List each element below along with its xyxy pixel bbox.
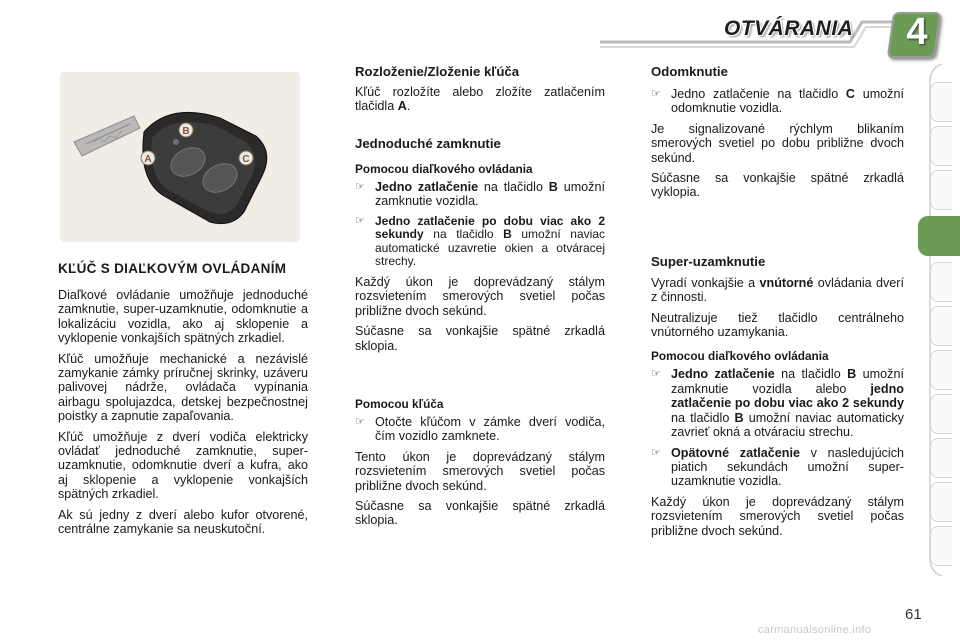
- bullet-lock-1: ☞ Jedno zatlačenie na tlačidlo B umožní zamknutie vozidla.: [355, 179, 605, 209]
- bullet-key-lock: ☞ Otočte kľúčom v zámke dverí vodiča, čím vozidlo zamknete.: [355, 415, 605, 444]
- page-title: OTVÁRANIA: [724, 17, 854, 40]
- super-lock-paragraph-2: Neutralizuje tiež tlačidlo centrálneho vnútorného uzamykania.: [651, 310, 904, 340]
- pointer-icon: ☞: [651, 368, 661, 381]
- heading-unlock: Odomknutie: [651, 64, 728, 79]
- unlock-mirror-paragraph: Súčasne sa vonkajšie spätné zrkadlá vyklopia.: [651, 171, 904, 200]
- left-paragraph-3: Kľúč umožňuje z dverí vodiča elektricky ovládať jednoduché zamknutie, super-uzamknutie, odomknutie dverí a kufra, ako aj sklopenie a vyklopenie vonkajších spätných zrkadiel.: [58, 429, 308, 502]
- bullet-super-1: ☞ Jedno zatlačenie na tlačidlo B umožní zamknutie vozidla alebo jedno zatlačenie po dobu viac ako 2 sekundy na tlačidlo B umožní naviac automaticky zavrieť okná a otváraciu strechu.: [651, 367, 904, 440]
- chapter-tab-10[interactable]: [930, 482, 952, 522]
- section-heading-key: KĽÚČ S DIAĽKOVÝM OVLÁDANÍM: [58, 261, 287, 276]
- label-b: B: [182, 126, 190, 137]
- lock-confirm-paragraph: Každý úkon je doprevádzaný stálym rozsvietením smerových svetiel počas približne dvoch sekúnd.: [355, 275, 605, 318]
- chapter-tab-7[interactable]: [930, 350, 952, 390]
- unlock-signal-paragraph: Je signalizované rýchlym blikaním smerových svetiel po dobu približne dvoch sekúnd.: [651, 121, 904, 165]
- pointer-icon: ☞: [651, 446, 661, 459]
- heading-super-lock: Super-uzamknutie: [651, 253, 766, 269]
- chapter-tab-9[interactable]: [930, 438, 952, 478]
- pointer-icon: ☞: [355, 180, 365, 193]
- right-column: [651, 64, 904, 544]
- pointer-icon: ☞: [651, 88, 661, 100]
- label-a: A: [144, 154, 152, 165]
- pointer-icon: ☞: [355, 214, 365, 227]
- chapter-tab-5[interactable]: [930, 262, 952, 302]
- key-confirm-paragraph: Tento úkon je doprevádzaný stálym rozsvietením smerových svetiel počas približne dvoch sekúnd.: [355, 449, 605, 493]
- left-column: [58, 261, 308, 543]
- heading-fold: Rozloženie/Zloženie kľúča: [355, 64, 520, 79]
- bullet-lock-2: ☞ Jedno zatlačenie po dobu viac ako 2 sekundy na tlačidlo B umožní naviac automatické uzavretie okien a otváracej strechy.: [355, 213, 605, 269]
- key-mirror-paragraph: Súčasne sa vonkajšie spätné zrkadlá sklopia.: [355, 499, 605, 528]
- chapter-tab-2[interactable]: [930, 126, 952, 166]
- chapter-tab-6[interactable]: [930, 306, 952, 346]
- page-number: 61: [905, 606, 922, 623]
- pointer-icon: ☞: [355, 416, 365, 429]
- fold-paragraph: Kľúč rozložíte alebo zložíte zatlačením tlačidla A.: [355, 85, 605, 114]
- chapter-tab-8[interactable]: [930, 394, 952, 434]
- fold-key: A: [397, 99, 407, 114]
- super-lock-paragraph-1: Vyradí vonkajšie a vnútorné ovládania dverí z činnosti.: [651, 275, 904, 305]
- lock-mirror-paragraph: Súčasne sa vonkajšie spätné zrkadlá sklopia.: [355, 324, 605, 353]
- watermark: carmanualsonline.info: [758, 624, 872, 636]
- heading-simple-lock: Jednoduché zamknutie: [355, 135, 501, 151]
- middle-column: [355, 64, 605, 534]
- heading-remote-2: Pomocou diaľkového ovládania: [651, 349, 829, 364]
- chapter-tab-1[interactable]: [930, 82, 952, 122]
- label-c: C: [242, 154, 250, 165]
- chapter-tab-3[interactable]: [930, 170, 952, 210]
- key-drawing: [60, 72, 300, 242]
- heading-by-key: Pomocou kľúča: [355, 397, 444, 412]
- chapter-tab-11[interactable]: [930, 526, 952, 566]
- left-paragraph-1: Diaľkové ovládanie umožňuje jednoduché zamknutie, super-uzamknutie, odomknutie a lokalizáciu vozidla, ako aj sklopenie a vyklopenie vonkajších spätných zrkadiel.: [58, 288, 308, 346]
- chapter-number: 4: [906, 11, 928, 53]
- left-paragraph-2: Kľúč umožňuje mechanické a nezávislé zamykanie zámky príručnej skrinky, uzáveru palivovej nádrže, ovládača vypínania airbagu spolujazdca, detskej bezpečnostnej poistky a zapnutie zapaľovania.: [58, 351, 308, 424]
- super-confirm-paragraph: Každý úkon je doprevádzaný stálym rozsvietením smerových svetiel počas približne dvoch sekúnd.: [651, 494, 904, 538]
- chapter-tab-active[interactable]: [918, 216, 960, 256]
- bullet-super-2: ☞ Opätovné zatlačenie v nasledujúcich piatich sekundách umožní super-uzamknutie vozidla.: [651, 445, 904, 489]
- heading-remote-1: Pomocou diaľkového ovládania: [355, 161, 533, 176]
- bullet-unlock: ☞ Jedno zatlačenie na tlačidlo C umožní odomknutie vozidla.: [651, 87, 904, 116]
- remote-key-illustration: [60, 72, 300, 242]
- left-paragraph-4: Ak sú jedny z dverí alebo kufor otvorené, centrálne zamykanie sa neuskutoční.: [58, 507, 308, 537]
